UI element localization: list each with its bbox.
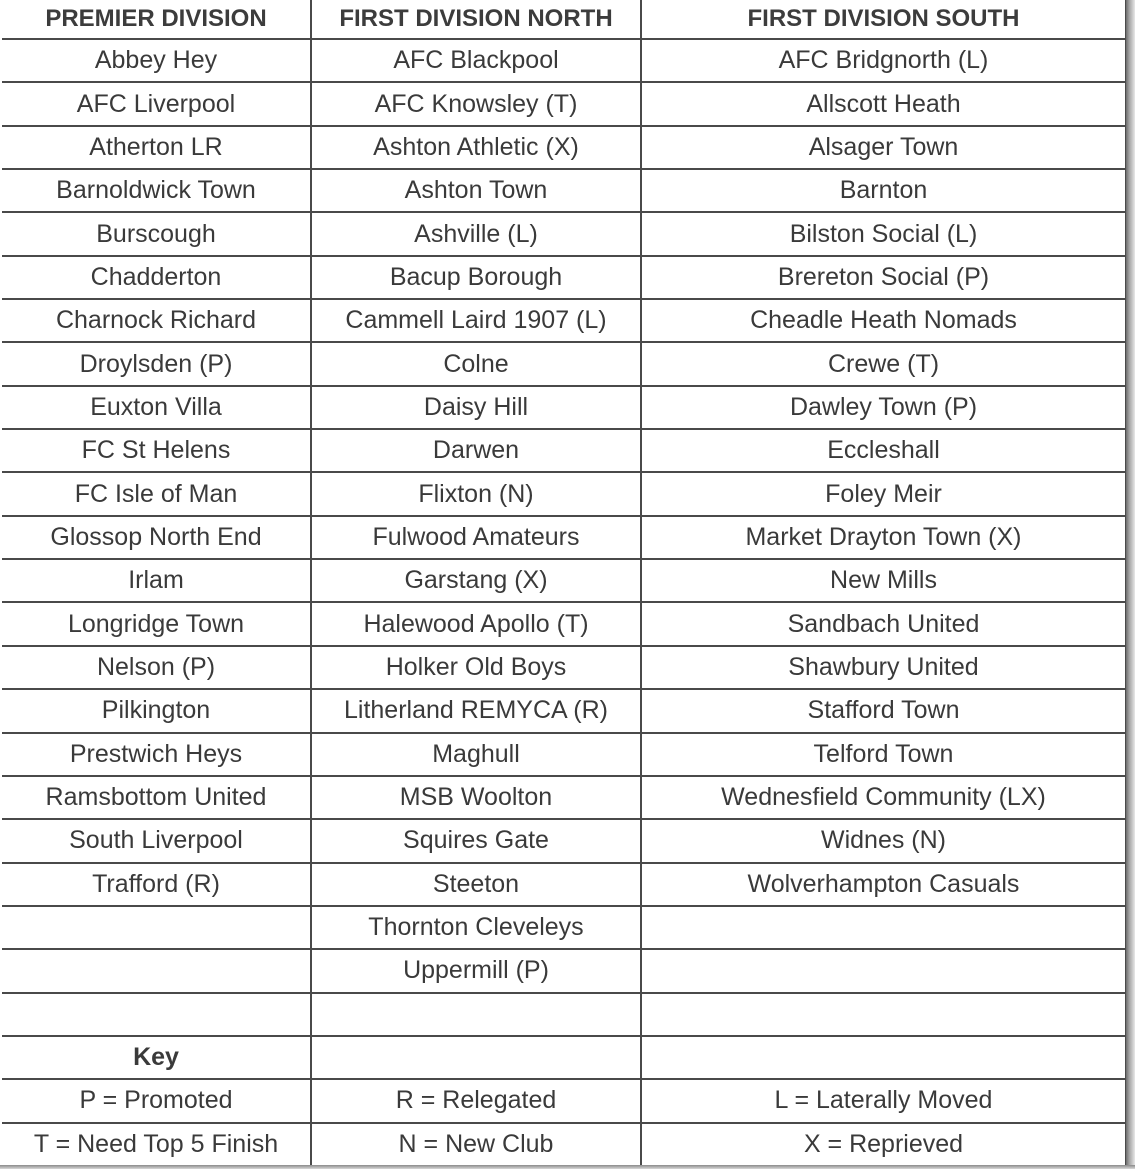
premier-division-club: Atherton LR bbox=[2, 126, 311, 169]
first-division-north-club: Cammell Laird 1907 (L) bbox=[311, 299, 641, 342]
premier-division-club: Charnock Richard bbox=[2, 299, 311, 342]
first-division-south-club bbox=[641, 949, 1126, 992]
premier-division-club: Longridge Town bbox=[2, 602, 311, 645]
first-division-north-club: Garstang (X) bbox=[311, 559, 641, 602]
table-row bbox=[2, 776, 1126, 819]
key-title-row bbox=[2, 1036, 1126, 1079]
key-relegated: R = Relegated bbox=[311, 1079, 641, 1122]
first-division-north-club: Halewood Apollo (T) bbox=[311, 602, 641, 645]
key-blank-cell bbox=[641, 1036, 1126, 1079]
first-division-north-club: Uppermill (P) bbox=[311, 949, 641, 992]
key-reprieved: X = Reprieved bbox=[641, 1123, 1126, 1166]
premier-division-club: Burscough bbox=[2, 212, 311, 255]
table-row bbox=[2, 602, 1126, 645]
premier-division-club: Irlam bbox=[2, 559, 311, 602]
first-division-south-club bbox=[641, 906, 1126, 949]
table-row bbox=[2, 689, 1126, 732]
page-edge-shadow bbox=[1126, 0, 1135, 1169]
table-row bbox=[2, 39, 1126, 82]
key-need-top-5: T = Need Top 5 Finish bbox=[2, 1123, 311, 1166]
first-division-north-club: Flixton (N) bbox=[311, 472, 641, 515]
table-row bbox=[2, 429, 1126, 472]
premier-division-club bbox=[2, 949, 311, 992]
key-row bbox=[2, 1079, 1126, 1122]
premier-division-club: Ramsbottom United bbox=[2, 776, 311, 819]
first-division-north-club: Squires Gate bbox=[311, 819, 641, 862]
premier-division-club: Droylsden (P) bbox=[2, 342, 311, 385]
first-division-north-club: Fulwood Amateurs bbox=[311, 516, 641, 559]
premier-division-club: Chadderton bbox=[2, 256, 311, 299]
table-row bbox=[2, 646, 1126, 689]
first-division-north-club: Steeton bbox=[311, 863, 641, 906]
first-division-south-club: Widnes (N) bbox=[641, 819, 1126, 862]
first-division-north-club: Bacup Borough bbox=[311, 256, 641, 299]
premier-division-club: Abbey Hey bbox=[2, 39, 311, 82]
premier-division-club: Euxton Villa bbox=[2, 386, 311, 429]
first-division-south-club: Telford Town bbox=[641, 733, 1126, 776]
key-blank-cell bbox=[311, 1036, 641, 1079]
premier-division-club: Barnoldwick Town bbox=[2, 169, 311, 212]
first-division-north-club: Ashville (L) bbox=[311, 212, 641, 255]
premier-division-club: Pilkington bbox=[2, 689, 311, 732]
first-division-north-club: Daisy Hill bbox=[311, 386, 641, 429]
first-division-south-club: Wednesfield Community (LX) bbox=[641, 776, 1126, 819]
premier-division-club: FC St Helens bbox=[2, 429, 311, 472]
first-division-north-club: Darwen bbox=[311, 429, 641, 472]
first-division-south-club: Brereton Social (P) bbox=[641, 256, 1126, 299]
first-division-north-club: Maghull bbox=[311, 733, 641, 776]
table-row bbox=[2, 863, 1126, 906]
first-division-south-club: AFC Bridgnorth (L) bbox=[641, 39, 1126, 82]
table-row bbox=[2, 559, 1126, 602]
table-row bbox=[2, 906, 1126, 949]
first-division-south-club: Cheadle Heath Nomads bbox=[641, 299, 1126, 342]
table-row bbox=[2, 212, 1126, 255]
page-edge-shadow bbox=[0, 1165, 1135, 1169]
key-new-club: N = New Club bbox=[311, 1123, 641, 1166]
first-division-north-club: Colne bbox=[311, 342, 641, 385]
premier-division-club: Nelson (P) bbox=[2, 646, 311, 689]
table-row bbox=[2, 342, 1126, 385]
header-premier-division: PREMIER DIVISION bbox=[2, 0, 311, 39]
first-division-north-club: Holker Old Boys bbox=[311, 646, 641, 689]
key-title: Key bbox=[2, 1036, 311, 1079]
premier-division-club: South Liverpool bbox=[2, 819, 311, 862]
table-row bbox=[2, 472, 1126, 515]
premier-division-club: Glossop North End bbox=[2, 516, 311, 559]
first-division-north-club: Thornton Cleveleys bbox=[311, 906, 641, 949]
premier-division-club: Trafford (R) bbox=[2, 863, 311, 906]
table-row bbox=[2, 819, 1126, 862]
first-division-north-club: Litherland REMYCA (R) bbox=[311, 689, 641, 732]
first-division-south-club: Shawbury United bbox=[641, 646, 1126, 689]
premier-division-club bbox=[2, 993, 311, 1036]
table-row bbox=[2, 126, 1126, 169]
first-division-south-club: Sandbach United bbox=[641, 602, 1126, 645]
key-laterally-moved: L = Laterally Moved bbox=[641, 1079, 1126, 1122]
header-row bbox=[2, 0, 1126, 39]
table-row bbox=[2, 256, 1126, 299]
first-division-south-club: Crewe (T) bbox=[641, 342, 1126, 385]
first-division-north-club bbox=[311, 993, 641, 1036]
first-division-north-club: AFC Knowsley (T) bbox=[311, 82, 641, 125]
premier-division-club: FC Isle of Man bbox=[2, 472, 311, 515]
club-rows bbox=[2, 39, 1126, 1036]
premier-division-club: Prestwich Heys bbox=[2, 733, 311, 776]
first-division-south-club: Wolverhampton Casuals bbox=[641, 863, 1126, 906]
first-division-south-club: Market Drayton Town (X) bbox=[641, 516, 1126, 559]
first-division-south-club: Foley Meir bbox=[641, 472, 1126, 515]
first-division-south-club: Alsager Town bbox=[641, 126, 1126, 169]
first-division-south-club: Bilston Social (L) bbox=[641, 212, 1126, 255]
first-division-south-club: Dawley Town (P) bbox=[641, 386, 1126, 429]
first-division-south-club: New Mills bbox=[641, 559, 1126, 602]
table-row bbox=[2, 299, 1126, 342]
first-division-south-club: Stafford Town bbox=[641, 689, 1126, 732]
table-row bbox=[2, 82, 1126, 125]
table-row bbox=[2, 386, 1126, 429]
first-division-south-club: Barnton bbox=[641, 169, 1126, 212]
table-row bbox=[2, 733, 1126, 776]
table-row bbox=[2, 516, 1126, 559]
premier-division-club: AFC Liverpool bbox=[2, 82, 311, 125]
key-row bbox=[2, 1123, 1126, 1166]
table-row bbox=[2, 993, 1126, 1036]
premier-division-club bbox=[2, 906, 311, 949]
table-row bbox=[2, 949, 1126, 992]
first-division-north-club: MSB Woolton bbox=[311, 776, 641, 819]
first-division-south-club: Allscott Heath bbox=[641, 82, 1126, 125]
first-division-north-club: Ashton Athletic (X) bbox=[311, 126, 641, 169]
first-division-north-club: AFC Blackpool bbox=[311, 39, 641, 82]
key-promoted: P = Promoted bbox=[2, 1079, 311, 1122]
first-division-south-club bbox=[641, 993, 1126, 1036]
table-row bbox=[2, 169, 1126, 212]
key-section bbox=[2, 1036, 1126, 1166]
divisions-table bbox=[2, 0, 1127, 1166]
header-first-division-south: FIRST DIVISION SOUTH bbox=[641, 0, 1126, 39]
header-first-division-north: FIRST DIVISION NORTH bbox=[311, 0, 641, 39]
first-division-south-club: Eccleshall bbox=[641, 429, 1126, 472]
first-division-north-club: Ashton Town bbox=[311, 169, 641, 212]
